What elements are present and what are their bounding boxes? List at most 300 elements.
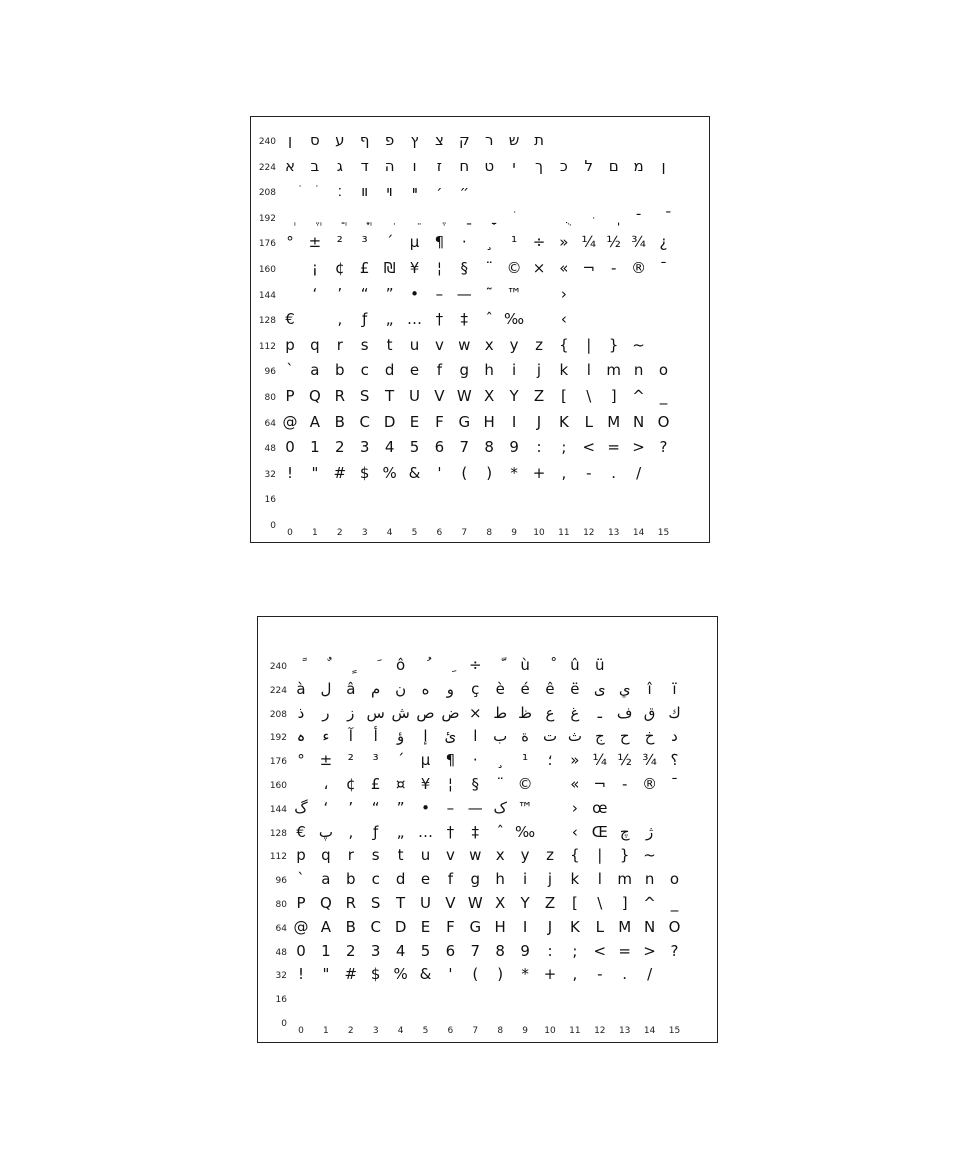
glyph-cell: ‡ [471, 822, 480, 841]
glyph-cell: 0 [296, 941, 306, 960]
glyph-cell: _ [659, 387, 668, 405]
glyph-cell: . [611, 463, 617, 482]
glyph-cell: X [484, 387, 495, 405]
glyph-cell: / [647, 965, 653, 984]
glyph-cell: : [536, 438, 542, 457]
column-label: 3 [361, 528, 368, 538]
glyph-cell: - [621, 775, 628, 793]
glyph-cell [552, 210, 576, 225]
row-label: 48 [264, 444, 276, 455]
glyph-cell [427, 210, 451, 225]
glyph-cell: P [296, 894, 306, 912]
glyph-cell: z [546, 846, 554, 865]
glyph-cell: f [436, 361, 443, 380]
glyph-cell: ç [471, 679, 480, 698]
glyph-cell: L [584, 412, 593, 431]
glyph-cell: ע [335, 131, 345, 149]
glyph-cell: i [523, 870, 528, 889]
glyph-cell: ; [572, 941, 578, 960]
glyph-cell [303, 210, 327, 225]
glyph-cell: … [418, 822, 433, 841]
glyph-cell [613, 658, 637, 673]
glyph-cell: · [461, 233, 467, 252]
glyph-cell: M [618, 917, 632, 936]
glyph-cell: v [434, 335, 444, 354]
glyph-cell: ˆ [485, 310, 493, 329]
glyph-cell: y [520, 846, 530, 865]
column-label: 11 [558, 528, 570, 538]
column-label: 5 [411, 528, 418, 538]
glyph-cell: r [336, 335, 343, 354]
glyph-cell: پ [318, 822, 333, 841]
glyph-cell: ₪ [383, 259, 396, 277]
glyph-cell: + [543, 965, 557, 984]
glyph-cell: ذ [297, 703, 305, 722]
glyph-cell: x [484, 335, 494, 354]
glyph-cell: O [657, 412, 670, 431]
glyph-cell: V [434, 387, 445, 405]
glyph-cell: < [582, 438, 596, 457]
glyph-cell [613, 801, 637, 816]
glyph-cell: ‘ [312, 284, 318, 303]
glyph-cell: أ [373, 727, 378, 746]
column-label: 12 [583, 528, 595, 538]
glyph-cell: « [559, 259, 569, 277]
glyph-cell: h [484, 361, 494, 380]
glyph-cell: § [460, 259, 469, 277]
glyph-cell: ا [473, 727, 478, 746]
glyph-cell: t [397, 846, 404, 865]
glyph-cell: x [495, 846, 505, 865]
glyph-cell: ف [616, 703, 633, 722]
glyph-cell: Y [520, 894, 530, 912]
glyph-cell: - [586, 463, 592, 482]
glyph-cell: ¿ [659, 233, 668, 252]
glyph-cell: w [458, 335, 471, 354]
glyph-cell: u [409, 335, 420, 354]
glyph-cell: Q [308, 387, 321, 405]
glyph-cell [364, 658, 388, 673]
glyph-cell: ط [493, 703, 508, 722]
glyph-cell: R [345, 894, 357, 912]
glyph-cell: ם [608, 156, 619, 175]
glyph-cell: ' [437, 463, 442, 482]
glyph-cell: ץ [410, 131, 419, 149]
glyph-cell: A [320, 917, 332, 936]
glyph-cell: ص [416, 703, 435, 722]
glyph-cell: ™ [506, 284, 522, 303]
glyph-cell: ש [508, 131, 520, 149]
glyph-cell: ه [421, 679, 430, 698]
row-label: 96 [264, 367, 276, 378]
glyph-cell: – [446, 798, 455, 817]
glyph-cell: à [296, 679, 306, 698]
glyph-cell: a [321, 870, 331, 889]
glyph-cell [353, 210, 377, 225]
glyph-cell: T [385, 387, 395, 405]
glyph-cell: ü [595, 656, 605, 674]
glyph-cell: K [558, 412, 569, 431]
glyph-cell: p [285, 335, 295, 354]
glyph-cell: ت [542, 727, 558, 746]
glyph-cell: ” [385, 284, 394, 303]
glyph-cell: ? [670, 941, 679, 960]
glyph-cell [627, 133, 651, 148]
glyph-cell: ¸ [485, 233, 493, 252]
glyph-cell: ( [472, 965, 479, 984]
glyph-cell: ½ [606, 233, 621, 252]
glyph-cell: ‹ [560, 310, 567, 329]
glyph-cell: 7 [459, 438, 470, 457]
glyph-cell: ׳ [436, 182, 443, 201]
column-label: 12 [594, 1026, 606, 1036]
glyph-cell: ¦ [447, 775, 453, 793]
column-label: 2 [347, 1026, 354, 1036]
row-label: 176 [258, 239, 276, 250]
glyph-cell: T [396, 894, 406, 912]
row-label: 160 [269, 781, 287, 791]
glyph-cell: ; [561, 438, 567, 457]
glyph-cell: C [359, 412, 370, 431]
glyph-cell: r [347, 846, 354, 865]
glyph-cell: ¥ [420, 775, 431, 793]
glyph-cell: ـ [597, 703, 602, 722]
row-label: 192 [258, 213, 276, 224]
glyph-cell: ³ [372, 751, 379, 770]
glyph-cell [502, 210, 526, 225]
glyph-cell: ¡ [311, 259, 318, 277]
glyph-cell: ’ [348, 798, 354, 817]
glyph-cell: q [321, 846, 331, 865]
glyph-cell: ‚ [348, 822, 354, 841]
glyph-cell: † [446, 822, 455, 841]
glyph-cell: צ [434, 131, 444, 149]
glyph-cell: ƒ [373, 822, 379, 841]
glyph-cell: m [617, 870, 632, 889]
glyph-cell: ® [642, 775, 658, 793]
glyph-cell: خ [644, 727, 655, 746]
glyph-cell: $ [359, 463, 370, 482]
row-label: 0 [270, 521, 276, 531]
glyph-cell: ک [493, 798, 507, 817]
row-label: 80 [264, 393, 276, 403]
glyph-cell: ˜ [485, 284, 493, 303]
glyph-cell: ‘ [323, 798, 329, 817]
glyph-cell: — [456, 284, 472, 303]
row-label: 112 [258, 341, 276, 352]
glyph-cell: ¢ [346, 775, 356, 793]
glyph-cell: 4 [384, 438, 395, 457]
glyph-cell: ף [359, 131, 370, 149]
glyph-cell: ז [436, 156, 442, 175]
glyph-cell: ح [619, 727, 630, 746]
glyph-cell: ן [287, 131, 293, 149]
glyph-cell [328, 210, 352, 225]
glyph-cell: / [636, 463, 642, 482]
glyph-cell: ק [458, 131, 470, 149]
glyph-cell: ) [497, 965, 504, 984]
glyph-cell: 2 [346, 941, 356, 960]
glyph-cell: ° [286, 233, 294, 252]
column-label: 9 [522, 1026, 528, 1036]
glyph-cell: ט [484, 156, 495, 175]
glyph-cell: פ [384, 131, 395, 149]
glyph-cell: k [570, 870, 580, 889]
row-label: 208 [269, 709, 287, 720]
column-label: 8 [497, 1026, 504, 1036]
glyph-cell: = [618, 941, 631, 960]
glyph-cell: D [394, 917, 407, 936]
glyph-cell: ¾ [642, 751, 657, 770]
glyph-cell: ش [391, 703, 410, 722]
column-label: 14 [643, 1026, 656, 1036]
glyph-cell: © [517, 775, 533, 793]
glyph-cell: z [535, 335, 543, 354]
glyph-cell: # [344, 965, 358, 984]
glyph-cell: k [559, 361, 569, 380]
glyph-cell: O [668, 917, 681, 936]
glyph-cell: א [284, 156, 296, 175]
glyph-cell: s [371, 846, 380, 865]
glyph-cell: C [370, 917, 381, 936]
glyph-cell: 0 [285, 438, 295, 457]
glyph-cell: p [296, 846, 306, 865]
glyph-cell: ہ [296, 727, 306, 746]
glyph-cell: d [384, 361, 395, 380]
glyph-cell: › [560, 284, 567, 303]
glyph-cell: ג [336, 156, 343, 175]
glyph-cell: N [643, 917, 656, 936]
row-label: 32 [264, 469, 276, 480]
glyph-cell: ` [286, 361, 294, 380]
glyph-cell: ƒ [362, 310, 368, 329]
glyph-cell: د [671, 727, 678, 746]
glyph-cell: ס [310, 131, 320, 149]
glyph-cell: 5 [409, 438, 420, 457]
row-label: 224 [269, 685, 287, 696]
glyph-cell: ״ [459, 182, 470, 201]
glyph-cell: ־ [635, 207, 642, 226]
glyph-cell: ² [347, 751, 354, 770]
glyph-cell: , [561, 463, 567, 482]
glyph-cell: ‚ [337, 310, 343, 329]
glyph-cell [278, 184, 302, 199]
glyph-cell: ¨ [496, 775, 504, 793]
glyph-cell: ‡ [460, 310, 469, 329]
glyph-cell [638, 801, 662, 816]
glyph-cell: n [644, 870, 655, 889]
glyph-cell: \ [586, 387, 592, 405]
glyph-cell: o [669, 870, 680, 889]
glyph-cell: U [420, 894, 431, 912]
glyph-cell: ¶ [445, 751, 456, 770]
glyph-cell: @ [282, 412, 298, 431]
glyph-cell: ` [297, 870, 305, 889]
glyph-cell [303, 184, 327, 199]
glyph-cell: ³ [361, 233, 368, 252]
glyph-cell: ± [308, 233, 322, 252]
glyph-cell: چ [619, 822, 630, 841]
glyph-cell: ¨ [485, 259, 493, 277]
glyph-cell: “ [360, 284, 369, 303]
glyph-cell: B [334, 412, 345, 431]
column-label: 10 [544, 1026, 556, 1036]
glyph-cell: e [409, 361, 420, 380]
glyph-cell: = [607, 438, 620, 457]
glyph-cell: 2 [335, 438, 345, 457]
glyph-cell: ( [461, 463, 468, 482]
row-label: 144 [258, 290, 276, 301]
glyph-cell: | [586, 335, 592, 354]
glyph-cell: - [610, 259, 617, 277]
glyph-cell: Q [319, 894, 332, 912]
glyph-cell: ¤ [395, 775, 406, 793]
glyph-cell: Y [509, 387, 519, 405]
column-label: 3 [372, 1026, 379, 1036]
glyph-cell: س [366, 703, 385, 722]
glyph-cell: q [310, 335, 320, 354]
glyph-cell: y [509, 335, 519, 354]
glyph-cell: ר [484, 131, 494, 149]
glyph-cell: ל [584, 156, 594, 175]
glyph-cell: Z [544, 894, 556, 912]
glyph-cell: ' [448, 965, 453, 984]
glyph-cell: ¾ [631, 233, 646, 252]
glyph-cell: « [570, 775, 580, 793]
row-label: 192 [269, 733, 287, 744]
glyph-cell [314, 658, 338, 673]
glyph-cell: j [547, 870, 553, 889]
column-label: 10 [533, 528, 545, 538]
glyph-cell: I [511, 412, 517, 431]
glyph-cell: ظ [518, 703, 533, 722]
glyph-cell [452, 210, 476, 225]
column-label: 6 [447, 1026, 454, 1036]
glyph-cell: 6 [445, 941, 456, 960]
column-label: 5 [422, 1026, 429, 1036]
glyph-cell: * [510, 463, 518, 482]
glyph-cell: ´ [396, 751, 405, 770]
glyph-cell: ÷ [532, 233, 546, 252]
glyph-cell: ® [631, 259, 647, 277]
glyph-cell: W [456, 387, 472, 405]
glyph-cell: " [322, 965, 330, 984]
glyph-cell: ° [297, 751, 305, 770]
glyph-cell [638, 658, 662, 673]
glyph-cell: & [419, 965, 432, 984]
column-label: 4 [397, 1026, 404, 1036]
glyph-cell: ى [593, 679, 606, 698]
glyph-cell: 3 [370, 941, 381, 960]
glyph-cell: v [445, 846, 455, 865]
glyph-cell [652, 210, 676, 225]
glyph-cell: } [608, 335, 619, 354]
glyph-cell: ء [322, 727, 330, 746]
glyph-cell: ^ [643, 894, 656, 912]
glyph-cell: ج [594, 727, 605, 746]
glyph-cell: | [597, 846, 603, 865]
glyph-cell: E [409, 412, 420, 431]
glyph-cell: b [335, 361, 345, 380]
glyph-cell: ™ [517, 798, 533, 817]
glyph-cell: , [572, 965, 578, 984]
glyph-cell: J [547, 917, 553, 936]
glyph-cell: < [593, 941, 607, 960]
column-label: 15 [668, 1026, 681, 1036]
hebrew-codepage-chart [250, 116, 710, 543]
glyph-cell: × [532, 259, 546, 277]
glyph-cell [477, 210, 501, 225]
glyph-cell: „ [385, 310, 394, 329]
glyph-cell: ¥ [409, 259, 420, 277]
glyph-cell: ژ [645, 822, 654, 841]
glyph-cell: 1 [321, 941, 331, 960]
glyph-cell: > [643, 941, 656, 960]
glyph-cell: " [311, 463, 319, 482]
glyph-cell: آ [348, 727, 353, 746]
glyph-cell: ½ [617, 751, 632, 770]
glyph-cell: × [469, 703, 482, 722]
glyph-cell: - [597, 965, 603, 984]
glyph-cell: N [632, 412, 645, 431]
glyph-cell: ï [672, 679, 677, 698]
glyph-cell: µ [409, 233, 420, 252]
glyph-cell: 8 [495, 941, 505, 960]
glyph-cell: € [285, 310, 295, 329]
glyph-cell: * [521, 965, 529, 984]
row-label: 224 [258, 162, 276, 173]
column-label: 8 [486, 528, 493, 538]
glyph-cell: ! [286, 463, 293, 482]
column-label: 9 [511, 528, 517, 538]
glyph-cell: ח [459, 156, 470, 175]
glyph-cell: £ [359, 259, 370, 277]
glyph-cell: ê [545, 679, 555, 698]
glyph-cell: 4 [395, 941, 406, 960]
glyph-cell: ù [520, 656, 530, 674]
glyph-cell: ] [621, 894, 628, 912]
glyph-cell: ] [610, 387, 617, 405]
glyph-cell: e [420, 870, 431, 889]
glyph-cell: H [483, 412, 495, 431]
glyph-cell: ¦ [436, 259, 442, 277]
glyph-cell: ؟ [670, 751, 679, 770]
glyph-cell: » [559, 233, 569, 252]
glyph-cell: י [512, 156, 516, 175]
glyph-cell: 1 [310, 438, 320, 457]
glyph-cell: J [536, 412, 542, 431]
glyph-cell: ת [534, 131, 544, 149]
row-label: 112 [269, 852, 287, 863]
glyph-cell [403, 210, 427, 225]
glyph-cell: ב [310, 156, 320, 175]
glyph-cell: U [409, 387, 420, 405]
glyph-cell: I [522, 917, 528, 936]
glyph-cell: ? [659, 438, 668, 457]
glyph-cell: ¹ [511, 233, 518, 252]
glyph-cell: E [420, 917, 431, 936]
glyph-cell: “ [371, 798, 380, 817]
glyph-cell [602, 210, 626, 225]
glyph-cell [289, 658, 313, 673]
glyph-cell: م [371, 679, 381, 698]
glyph-cell: ‰ [515, 822, 536, 841]
glyph-cell: : [547, 941, 553, 960]
column-label: 4 [386, 528, 393, 538]
glyph-cell: b [346, 870, 356, 889]
glyph-cell: ؤ [396, 727, 405, 746]
glyph-cell: w [469, 846, 482, 865]
